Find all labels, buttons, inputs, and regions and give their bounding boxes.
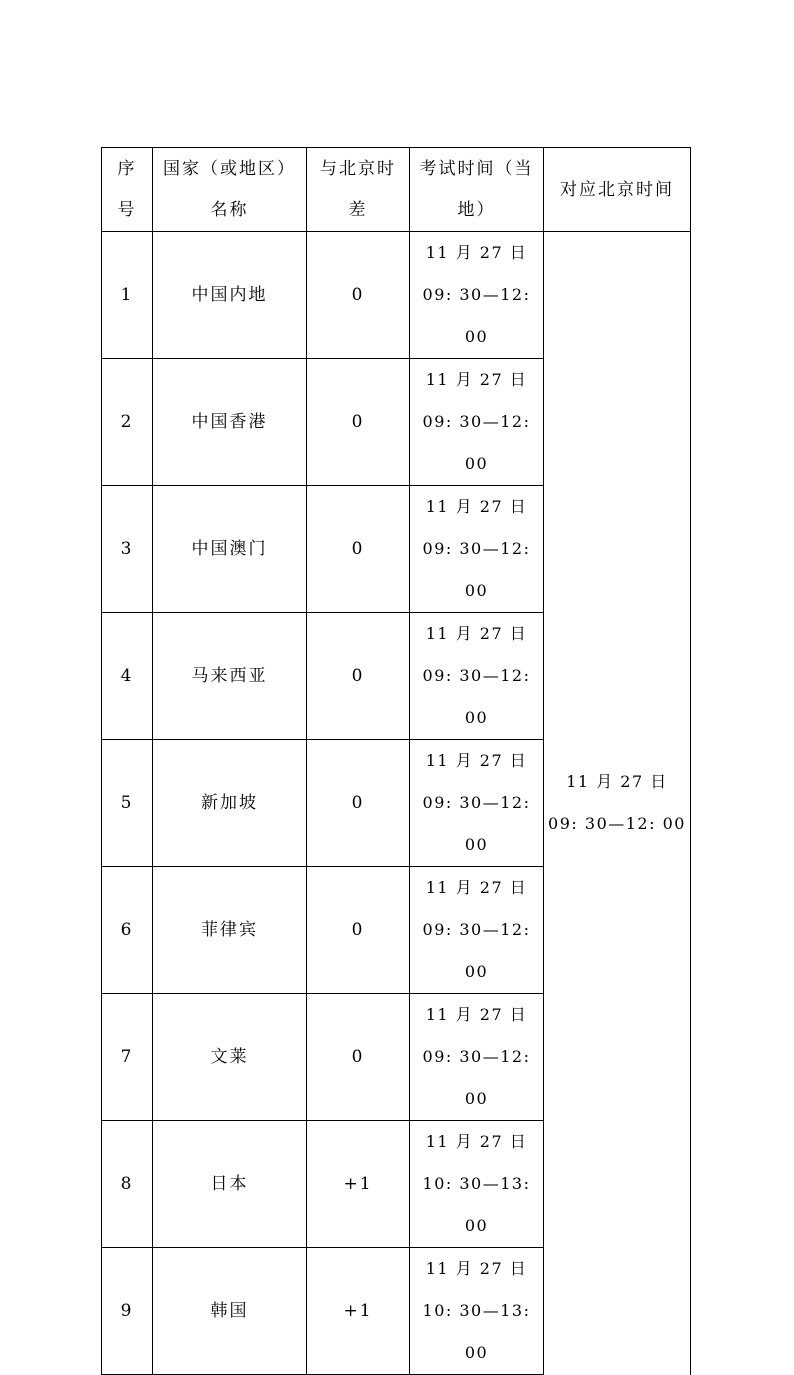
header-country-line1: 国家（或地区） xyxy=(163,158,296,179)
header-time-diff-line2: 差 xyxy=(348,199,368,220)
row-time-diff: +1 xyxy=(307,1121,410,1248)
row-local-range: 10: 30—13: 00 xyxy=(422,1301,531,1362)
row-country: 韩国 xyxy=(153,1248,307,1375)
row-local-time xyxy=(410,486,544,613)
row-local-range: 09: 30—12: 00 xyxy=(422,1047,531,1108)
row-country: 菲律宾 xyxy=(153,867,307,994)
row-index: 5 xyxy=(102,740,153,867)
row-local-time xyxy=(410,359,544,486)
row-time-diff: 0 xyxy=(307,232,410,359)
row-country: 文莱 xyxy=(153,994,307,1121)
header-time-diff-line1: 与北京时 xyxy=(320,158,396,179)
row-country: 新加坡 xyxy=(153,740,307,867)
row-local-date: 11 月 27 日 xyxy=(425,243,528,262)
row-local-range: 09: 30—12: 00 xyxy=(422,666,531,727)
row-local-time xyxy=(410,994,544,1121)
row-local-time xyxy=(410,232,544,359)
header-index-line1: 序 xyxy=(117,158,137,179)
header-country-line2: 名称 xyxy=(210,199,249,220)
exam-time-table xyxy=(101,147,691,1375)
row-local-date: 11 月 27 日 xyxy=(425,370,528,389)
beijing-range: 09: 30—12: 00 xyxy=(548,814,686,834)
row-index: 9 xyxy=(102,1248,153,1375)
row-local-time xyxy=(410,1248,544,1375)
row-local-range: 09: 30—12: 00 xyxy=(422,920,531,981)
table-row xyxy=(102,232,691,359)
row-local-time xyxy=(410,613,544,740)
row-local-date: 11 月 27 日 xyxy=(425,751,528,770)
header-index xyxy=(102,148,153,232)
beijing-date: 11 月 27 日 xyxy=(566,772,668,792)
row-local-time xyxy=(410,867,544,994)
header-country xyxy=(153,148,307,232)
row-local-date: 11 月 27 日 xyxy=(425,624,528,643)
row-time-diff: 0 xyxy=(307,359,410,486)
header-time-diff xyxy=(307,148,410,232)
row-local-range: 09: 30—12: 00 xyxy=(422,539,531,600)
header-row xyxy=(102,148,691,232)
row-index: 3 xyxy=(102,486,153,613)
row-time-diff: +1 xyxy=(307,1248,410,1375)
row-local-time xyxy=(410,740,544,867)
exam-time-table-container xyxy=(101,147,690,1375)
row-local-time xyxy=(410,1121,544,1248)
row-time-diff: 0 xyxy=(307,486,410,613)
row-index: 6 xyxy=(102,867,153,994)
row-local-range: 10: 30—13: 00 xyxy=(422,1174,531,1235)
row-index: 7 xyxy=(102,994,153,1121)
row-local-date: 11 月 27 日 xyxy=(425,497,528,516)
row-index: 1 xyxy=(102,232,153,359)
row-country: 日本 xyxy=(153,1121,307,1248)
header-local-time-line2: 地） xyxy=(457,199,496,220)
row-time-diff: 0 xyxy=(307,994,410,1121)
header-local-time-line1: 考试时间（当 xyxy=(419,158,534,179)
row-index: 8 xyxy=(102,1121,153,1248)
header-index-line2: 号 xyxy=(117,199,137,220)
row-country: 中国内地 xyxy=(153,232,307,359)
row-country: 中国香港 xyxy=(153,359,307,486)
row-country: 中国澳门 xyxy=(153,486,307,613)
row-local-range: 09: 30—12: 00 xyxy=(422,412,531,473)
row-index: 2 xyxy=(102,359,153,486)
header-beijing-time: 对应北京时间 xyxy=(544,148,691,232)
header-local-time xyxy=(410,148,544,232)
row-time-diff: 0 xyxy=(307,740,410,867)
row-local-range: 09: 30—12: 00 xyxy=(422,793,531,854)
beijing-time-cell xyxy=(544,232,691,1375)
row-local-date: 11 月 27 日 xyxy=(425,1259,528,1278)
row-index: 4 xyxy=(102,613,153,740)
row-local-range: 09: 30—12: 00 xyxy=(422,285,531,346)
row-local-date: 11 月 27 日 xyxy=(425,878,528,897)
row-local-date: 11 月 27 日 xyxy=(425,1005,528,1024)
row-time-diff: 0 xyxy=(307,613,410,740)
row-time-diff: 0 xyxy=(307,867,410,994)
row-country: 马来西亚 xyxy=(153,613,307,740)
row-local-date: 11 月 27 日 xyxy=(425,1132,528,1151)
